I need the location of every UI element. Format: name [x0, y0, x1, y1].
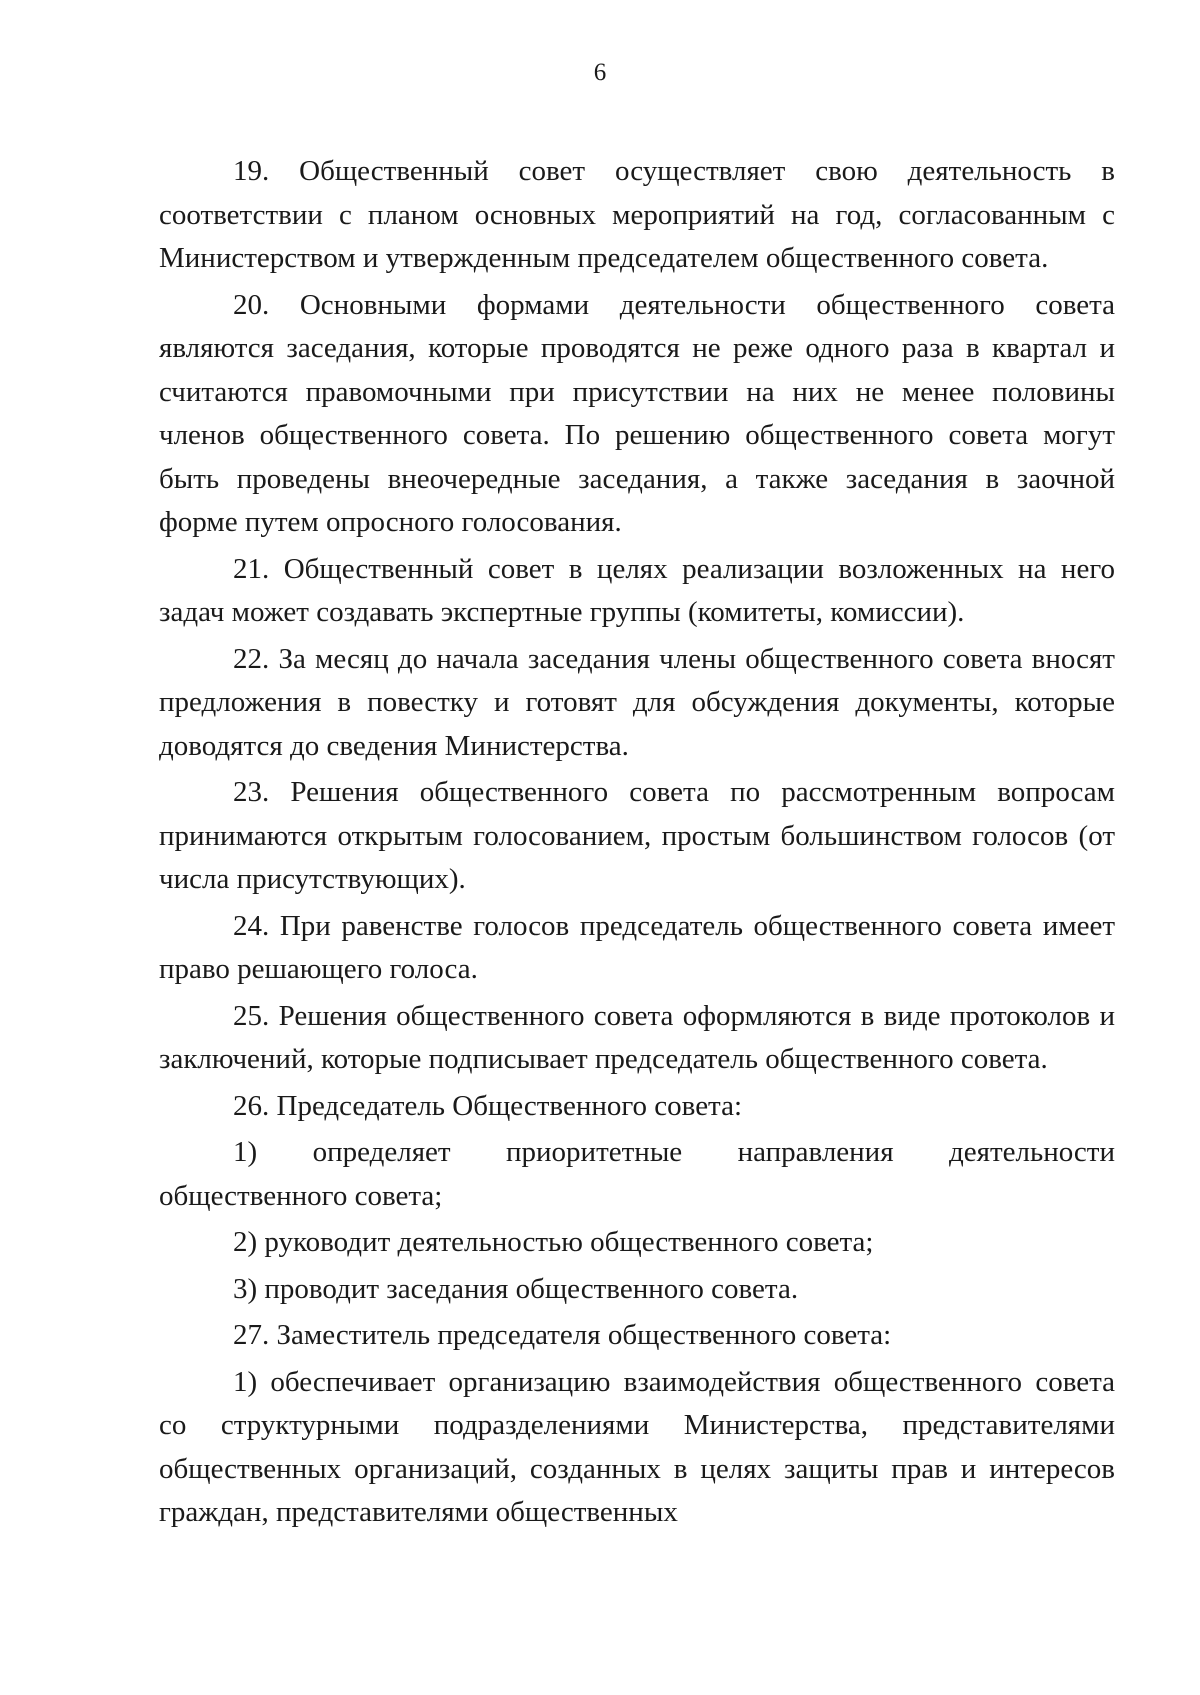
- paragraph-21: 21. Общественный совет в целях реализации возложенных на него задач может создавать экспертные группы (комитеты, комиссии).: [159, 552, 1115, 628]
- page-number: 6: [593, 59, 607, 86]
- paragraph-26-item-1: 1) определяет приоритетные направления деятельности общественного совета;: [159, 1136, 1115, 1212]
- paragraph-27: 27. Заместитель председателя общественного совета:: [233, 1319, 892, 1351]
- paragraph-19: 19. Общественный совет осуществляет свою деятельность в соответствии с планом основных мероприятий на год, согласованным с Министерством и утвержденным председателем общественного совета.: [159, 155, 1115, 274]
- paragraph-22: 22. За месяц до начала заседания члены общественного совета вносят предложения в повестку и готовят для обсуждения документы, которые доводятся до сведения Министерства.: [159, 642, 1115, 762]
- paragraph-25: 25. Решения общественного совета оформляются в виде протоколов и заключений, которые подписывает председатель общественного совета.: [159, 999, 1115, 1075]
- document-body: [159, 150, 1115, 1538]
- paragraph-27-item-1: 1) обеспечивает организацию взаимодействия общественного совета со структурными подразделениями Министерства, представителями общественных организаций, созданных в целях защиты прав и интересов граждан, представителями общественных: [159, 1365, 1115, 1528]
- paragraph-23: 23. Решения общественного совета по рассмотренным вопросам принимаются открытым голосованием, простым большинством голосов (от числа присутствующих).: [159, 776, 1115, 895]
- paragraph-20: 20. Основными формами деятельности общественного совета являются заседания, которые проводятся не реже одного раза в квартал и считаются правомочными при присутствии на них не менее половины членов общественного совета. По решению общественного совета могут быть проведены внеочередные заседания, а также заседания в заочной форме путем опросного голосования.: [159, 288, 1115, 538]
- paragraph-26-item-2: 2) руководит деятельностью общественного совета;: [233, 1226, 874, 1258]
- paragraph-24: 24. При равенстве голосов председатель общественного совета имеет право решающего голоса.: [159, 909, 1115, 985]
- paragraph-26: 26. Председатель Общественного совета:: [233, 1089, 743, 1122]
- paragraph-26-item-3: 3) проводит заседания общественного совета.: [233, 1272, 799, 1305]
